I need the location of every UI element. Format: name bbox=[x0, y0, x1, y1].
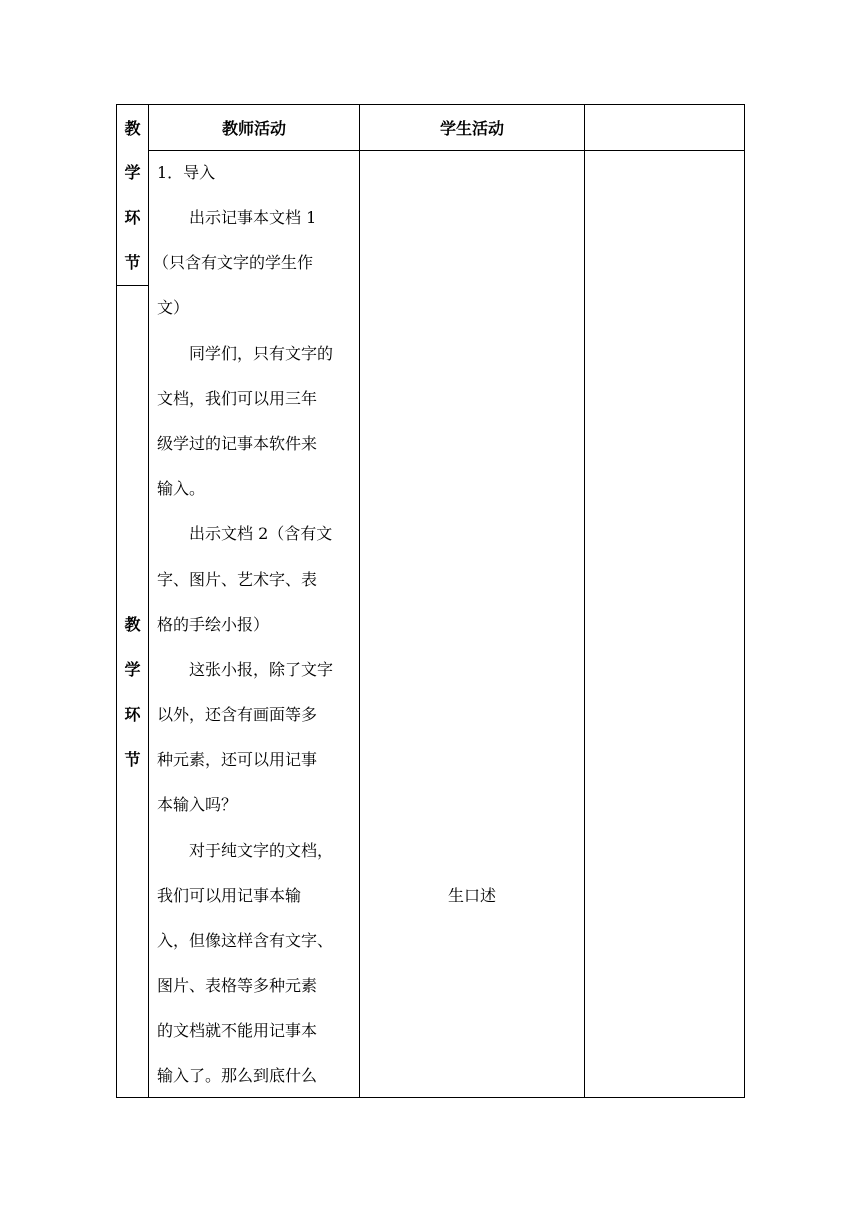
side-char-bottom-4: 节 bbox=[124, 750, 141, 769]
teacher-text-line: 种元素，还可以用记事 bbox=[157, 750, 318, 769]
teacher-text-line: 文） bbox=[157, 298, 190, 317]
header-bottom-border bbox=[148, 150, 745, 151]
student-activity-note: 生口述 bbox=[447, 886, 496, 905]
side-char-bottom-2: 学 bbox=[124, 660, 141, 679]
header-section-cell: 教 bbox=[124, 119, 141, 138]
teacher-text-line: 图片、表格等多种元素 bbox=[157, 976, 318, 995]
teacher-text-line: 格的手绘小报） bbox=[157, 615, 270, 634]
teacher-text-line: 输入。 bbox=[157, 479, 206, 498]
teacher-text-line: 同学们，只有文字的 bbox=[189, 344, 334, 363]
teacher-text-line: 我们可以用记事本输 bbox=[157, 886, 302, 905]
teacher-text-line: 出示记事本文档 1 bbox=[189, 208, 317, 227]
teacher-text-line: 级学过的记事本软件来 bbox=[157, 434, 318, 453]
side-char-bottom-3: 环 bbox=[124, 705, 141, 724]
header-extra bbox=[585, 105, 744, 150]
column-divider-1 bbox=[148, 104, 149, 1098]
column-divider-2 bbox=[359, 104, 360, 1098]
teacher-text-line: （只含有文字的学生作 bbox=[153, 253, 314, 272]
teacher-text-line: 文档，我们可以用三年 bbox=[157, 389, 318, 408]
side-char-bottom-1: 教 bbox=[124, 615, 141, 634]
table-right-border bbox=[744, 104, 745, 1098]
teacher-text-line: 入，但像这样含有文字、 bbox=[157, 931, 334, 950]
teacher-text-line: 字、图片、艺术字、表 bbox=[157, 570, 318, 589]
column-divider-3 bbox=[584, 104, 585, 1098]
side-char-top-1: 学 bbox=[124, 163, 141, 182]
table-bottom-border bbox=[116, 1097, 745, 1098]
teacher-text-line: 以外，还含有画面等多 bbox=[157, 705, 318, 724]
teacher-text-line: 这张小报，除了文字 bbox=[189, 660, 334, 679]
teacher-text-line: 本输入吗？ bbox=[157, 795, 238, 814]
teacher-text-line: 输入了。那么到底什么 bbox=[157, 1066, 318, 1085]
teacher-text-line: 1．导入 bbox=[157, 163, 216, 182]
teacher-text-line: 出示文档 2（含有文 bbox=[189, 524, 333, 543]
side-divider bbox=[116, 285, 149, 286]
teacher-text-line: 的文档就不能用记事本 bbox=[157, 1021, 318, 1040]
side-char-top-2: 环 bbox=[124, 208, 141, 227]
header-student-activity: 学生活动 bbox=[439, 119, 504, 138]
teacher-text-line: 对于纯文字的文档， bbox=[189, 841, 334, 860]
side-char-top-3: 节 bbox=[124, 253, 141, 272]
header-teacher-activity: 教师活动 bbox=[221, 119, 286, 138]
